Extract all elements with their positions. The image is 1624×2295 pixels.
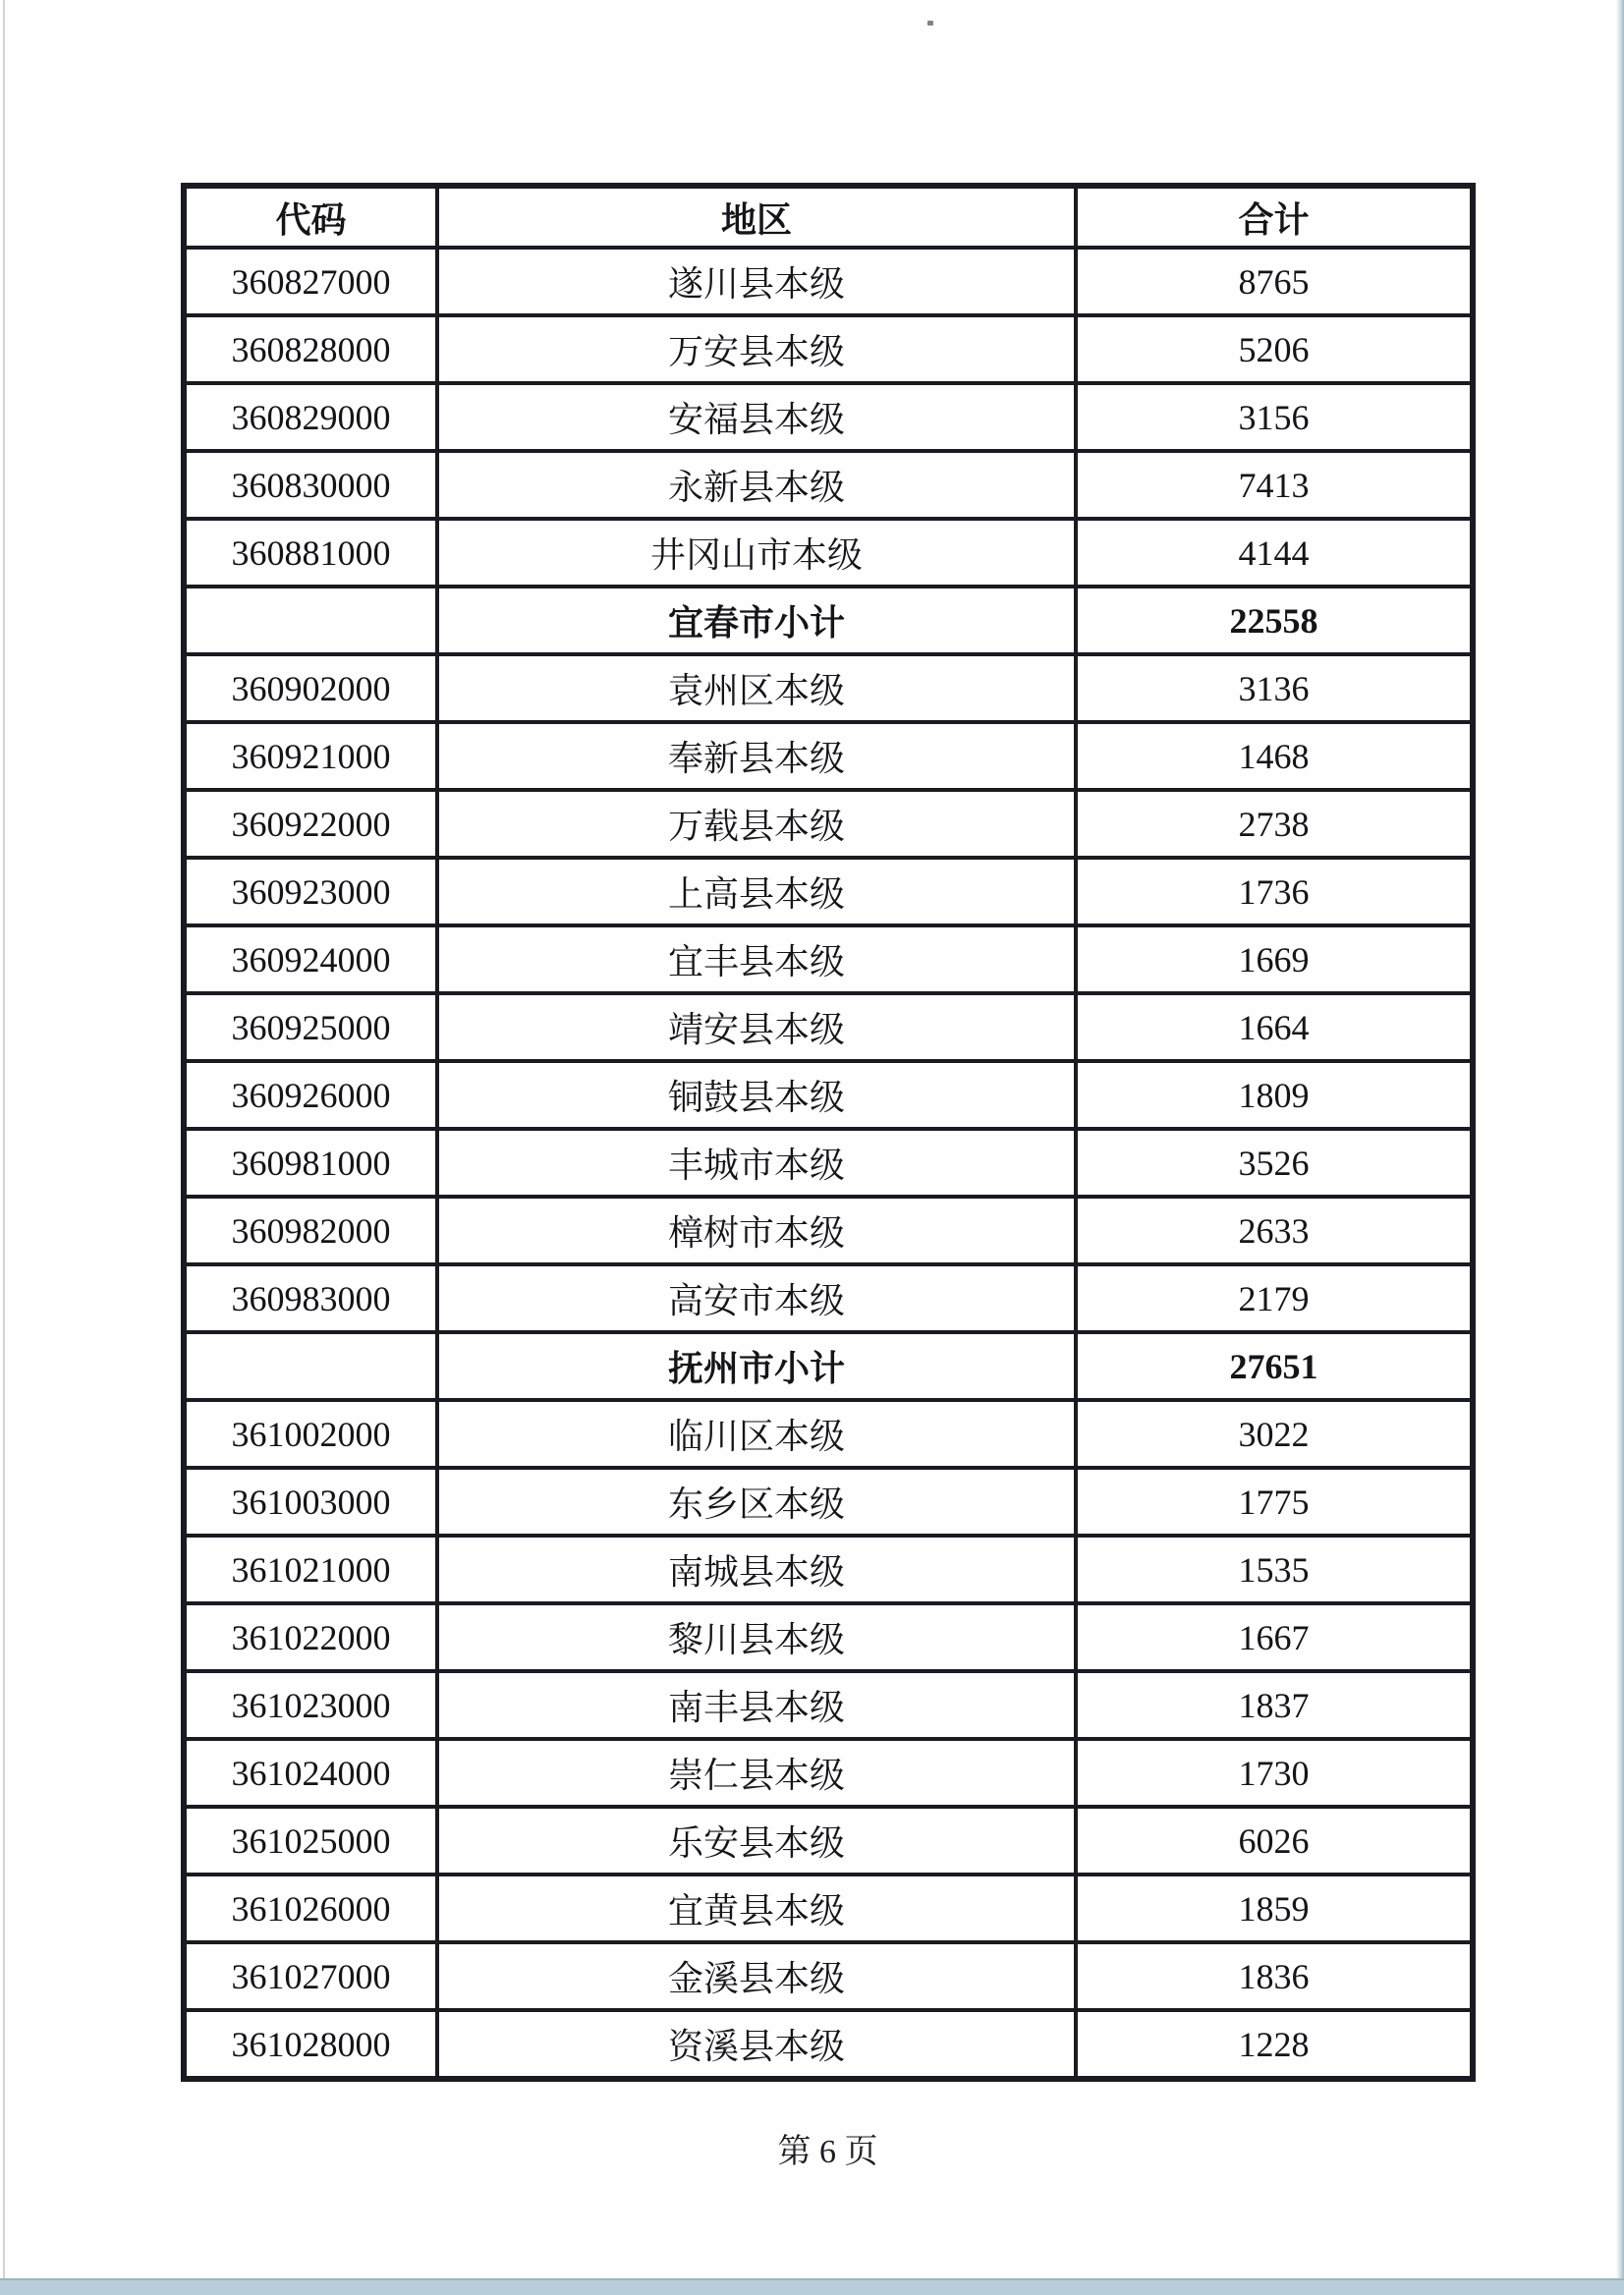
table-cell-total: 3136 [1076,654,1473,722]
table-cell-total: 1228 [1076,2010,1473,2079]
table-cell-total: 2179 [1076,1264,1473,1332]
table-cell-total: 3526 [1076,1129,1473,1197]
table-cell-region: 崇仁县本级 [437,1739,1076,1807]
table-cell-region: 高安市本级 [437,1264,1076,1332]
table-cell-region: 安福县本级 [437,383,1076,451]
table-cell-region: 宜丰县本级 [437,925,1076,993]
table-cell-code: 360829000 [184,383,437,451]
scan-edge-line-left [3,0,5,2295]
table-row [184,654,1473,722]
table-cell-code: 361025000 [184,1807,437,1875]
table-cell-region: 金溪县本级 [437,1942,1076,2010]
table-cell-region: 南丰县本级 [437,1671,1076,1739]
table-cell-code: 360926000 [184,1061,437,1129]
table-cell-total: 1809 [1076,1061,1473,1129]
table-row [184,1739,1473,1807]
table-cell-total: 3022 [1076,1400,1473,1468]
table-cell-code: 360921000 [184,722,437,790]
table-body [184,248,1473,2079]
table-cell-total: 5206 [1076,315,1473,383]
table-cell-total: 3156 [1076,383,1473,451]
table-cell-total: 1667 [1076,1603,1473,1671]
table-cell-total: 2738 [1076,790,1473,858]
table-cell-code: 360902000 [184,654,437,722]
table-cell-total: 22558 [1076,587,1473,654]
table-cell-region: 铜鼓县本级 [437,1061,1076,1129]
table-row [184,519,1473,587]
table-cell-code: 361027000 [184,1942,437,2010]
scan-edge-band-bottom [0,2278,1624,2295]
table-cell-region: 黎川县本级 [437,1603,1076,1671]
table-cell-total: 6026 [1076,1807,1473,1875]
column-header-total: 合计 [1076,186,1473,248]
table-cell-region: 抚州市小计 [437,1332,1076,1400]
table-cell-code: 360827000 [184,248,437,315]
table-row [184,790,1473,858]
table-cell-total: 7413 [1076,451,1473,519]
page-number: 第 6 页 [777,2134,878,2170]
table-row [184,315,1473,383]
table-cell-code: 361028000 [184,2010,437,2079]
table-cell-total: 1775 [1076,1468,1473,1536]
table-row [184,858,1473,925]
table-row [184,1671,1473,1739]
table-header [184,186,1473,248]
table-cell-total: 1664 [1076,993,1473,1061]
table-cell-code: 361024000 [184,1739,437,1807]
table-cell-region: 宜黄县本级 [437,1875,1076,1942]
scan-edge-band-right [1616,0,1624,2295]
table-header-row [184,186,1473,248]
table-row [184,1129,1473,1197]
table-cell-region: 丰城市本级 [437,1129,1076,1197]
table-cell-region: 奉新县本级 [437,722,1076,790]
table-cell-region: 南城县本级 [437,1536,1076,1603]
table-cell-region: 上高县本级 [437,858,1076,925]
table-cell-code: 360982000 [184,1197,437,1264]
table-row [184,1264,1473,1332]
table-row [184,1875,1473,1942]
table-row [184,1942,1473,2010]
table-cell-code: 360881000 [184,519,437,587]
table-row [184,2010,1473,2079]
table-row [184,1061,1473,1129]
table-cell-region: 东乡区本级 [437,1468,1076,1536]
table-cell-region: 临川区本级 [437,1400,1076,1468]
table-cell-region: 万载县本级 [437,790,1076,858]
table-cell-region: 靖安县本级 [437,993,1076,1061]
table-cell-code: 360981000 [184,1129,437,1197]
table-cell-code [184,1332,437,1400]
table-row [184,1468,1473,1536]
table-row [184,993,1473,1061]
table-cell-region: 万安县本级 [437,315,1076,383]
table-cell-code: 360924000 [184,925,437,993]
table-row [184,1603,1473,1671]
table-cell-code [184,587,437,654]
table-cell-code: 361022000 [184,1603,437,1671]
table-cell-code: 361026000 [184,1875,437,1942]
table-cell-region: 樟树市本级 [437,1197,1076,1264]
table-cell-region: 井冈山市本级 [437,519,1076,587]
table-row [184,248,1473,315]
table-cell-code: 360925000 [184,993,437,1061]
table-row [184,451,1473,519]
table-row [184,722,1473,790]
table-cell-total: 1535 [1076,1536,1473,1603]
table-row [184,1400,1473,1468]
table-cell-code: 360983000 [184,1264,437,1332]
table-cell-total: 1859 [1076,1875,1473,1942]
column-header-region: 地区 [437,186,1076,248]
table-cell-code: 361023000 [184,1671,437,1739]
table-cell-code: 361002000 [184,1400,437,1468]
table-cell-code: 361021000 [184,1536,437,1603]
table-cell-region: 乐安县本级 [437,1807,1076,1875]
table-cell-total: 1736 [1076,858,1473,925]
table-cell-total: 1669 [1076,925,1473,993]
region-total-table [181,183,1476,2082]
table-cell-code: 360922000 [184,790,437,858]
table-row [184,383,1473,451]
table-cell-region: 宜春市小计 [437,587,1076,654]
table-cell-code: 360923000 [184,858,437,925]
table-cell-total: 1730 [1076,1739,1473,1807]
scan-speck [927,21,933,26]
table-cell-total: 4144 [1076,519,1473,587]
table-row [184,1807,1473,1875]
table-cell-code: 361003000 [184,1468,437,1536]
table-cell-total: 27651 [1076,1332,1473,1400]
table-cell-region: 永新县本级 [437,451,1076,519]
table-cell-total: 1837 [1076,1671,1473,1739]
table-cell-code: 360830000 [184,451,437,519]
table-row [184,1197,1473,1264]
table-row [184,1536,1473,1603]
table-cell-region: 资溪县本级 [437,2010,1076,2079]
table-row-subtotal [184,587,1473,654]
column-header-code: 代码 [184,186,437,248]
table-cell-code: 360828000 [184,315,437,383]
table-row-subtotal [184,1332,1473,1400]
table-cell-region: 遂川县本级 [437,248,1076,315]
table-cell-total: 2633 [1076,1197,1473,1264]
table-cell-total: 1836 [1076,1942,1473,2010]
table-cell-region: 袁州区本级 [437,654,1076,722]
table-row [184,925,1473,993]
table-cell-total: 8765 [1076,248,1473,315]
table-cell-total: 1468 [1076,722,1473,790]
